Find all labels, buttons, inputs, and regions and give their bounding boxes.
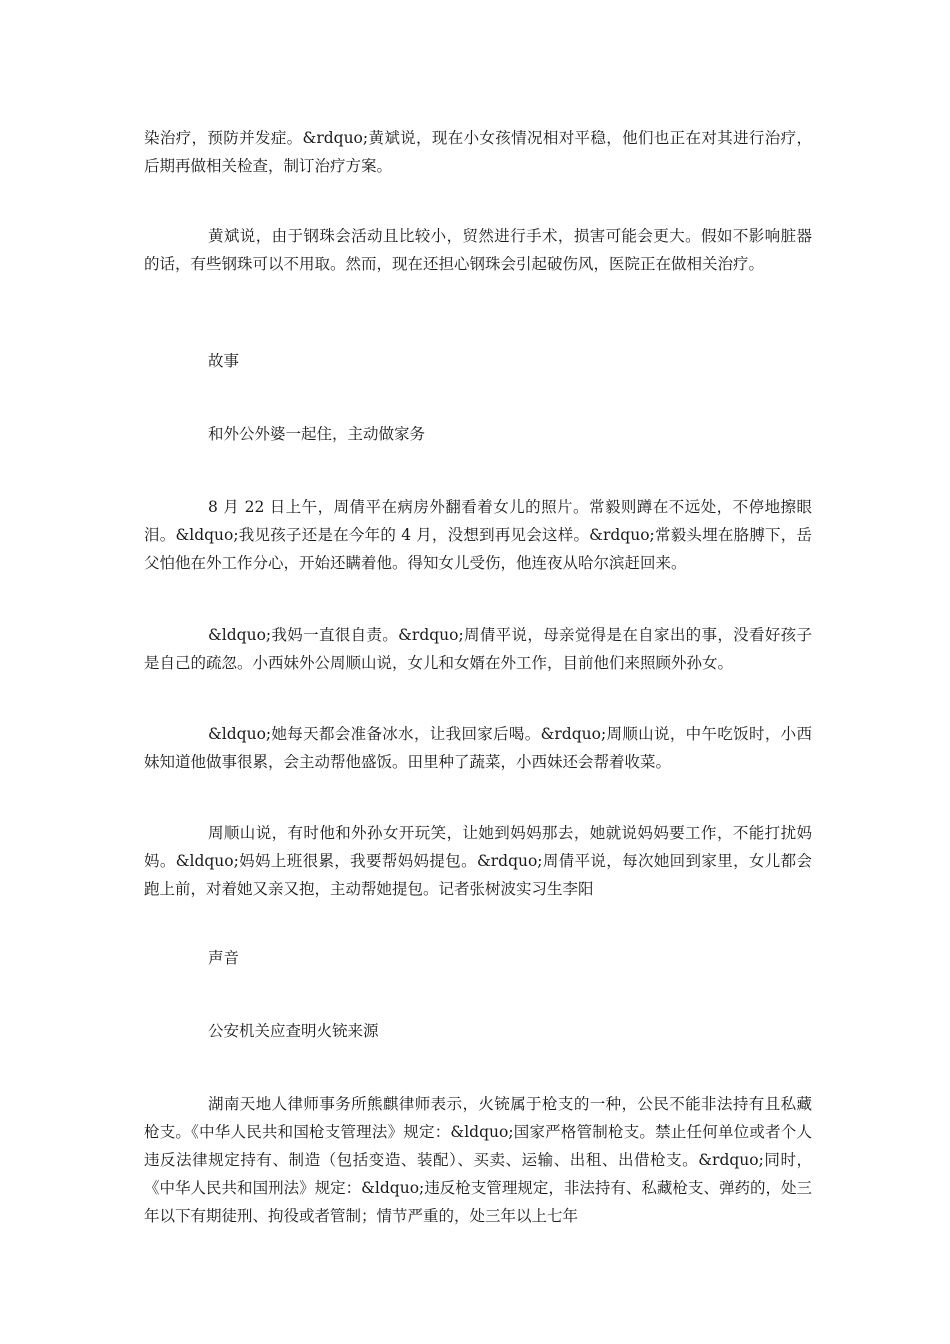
section-heading-voice: 声音 (208, 949, 240, 967)
paragraph-1: 染治疗，预防并发症。&rdquo;黄斌说，现在小女孩情况相对平稳，他们也正在对其进行治疗，后期再做相关检查，制订治疗方案。 (144, 129, 812, 175)
subheading-household: 和外公外婆一起住，主动做家务 (208, 425, 426, 443)
paragraph-5: &ldquo;她每天都会准备冰水，让我回家后喝。&rdquo;周顺山说，中午吃饭时，小西妹知道他做事很累，会主动帮他盛饭。田里种了蔬菜，小西妹还会帮着收菜。 (144, 725, 812, 771)
paragraph-7: 湖南天地人律师事务所熊麒律师表示，火铳属于枪支的一种，公民不能非法持有且私藏枪支。《中华人民共和国枪支管理法》规定：&ldquo;国家严格管制枪支。禁止任何单位或者个人违反法律规定持有、制造（包括变造、装配）、买卖、运输、出租、出借枪支。&rdquo;同时，《中华人民共和国刑法》规定：&ldquo;违反枪支管理规定，非法持有、私藏枪支、弹药的，处三年以下有期徒刑、拘役或者管制；情节严重的，处三年以上七年 (144, 1095, 812, 1225)
paragraph-6: 周顺山说，有时他和外孙女开玩笑，让她到妈妈那去，她就说妈妈要工作，不能打扰妈妈。&ldquo;妈妈上班很累，我要帮妈妈提包。&rdquo;周倩平说，每次她回到家里，女儿都会跑上前，对着她又亲又抱，主动帮她提包。记者张树波实习生李阳 (144, 824, 812, 898)
paragraph-4: &ldquo;我妈一直很自责。&rdquo;周倩平说，母亲觉得是在自家出的事，没看好孩子是自己的疏忽。小西妹外公周顺山说，女儿和女婿在外工作，目前他们来照顾外孙女。 (144, 626, 812, 672)
paragraph-2: 黄斌说，由于钢珠会活动且比较小，贸然进行手术，损害可能会更大。假如不影响脏器的话，有些钢珠可以不用取。然而，现在还担心钢珠会引起破伤风，医院正在做相关治疗。 (144, 227, 812, 273)
section-heading-story: 故事 (208, 352, 240, 370)
subheading-police: 公安机关应查明火铳来源 (208, 1022, 379, 1040)
paragraph-3: 8 月 22 日上午，周倩平在病房外翻看着女儿的照片。常毅则蹲在不远处，不停地擦眼泪。&ldquo;我见孩子还是在今年的 4 月，没想到再见会这样。&rdquo;常毅头埋在胳膊下，岳父怕他在外工作分心，开始还瞒着他。得知女儿受伤，他连夜从哈尔滨赶回来。 (144, 498, 812, 572)
